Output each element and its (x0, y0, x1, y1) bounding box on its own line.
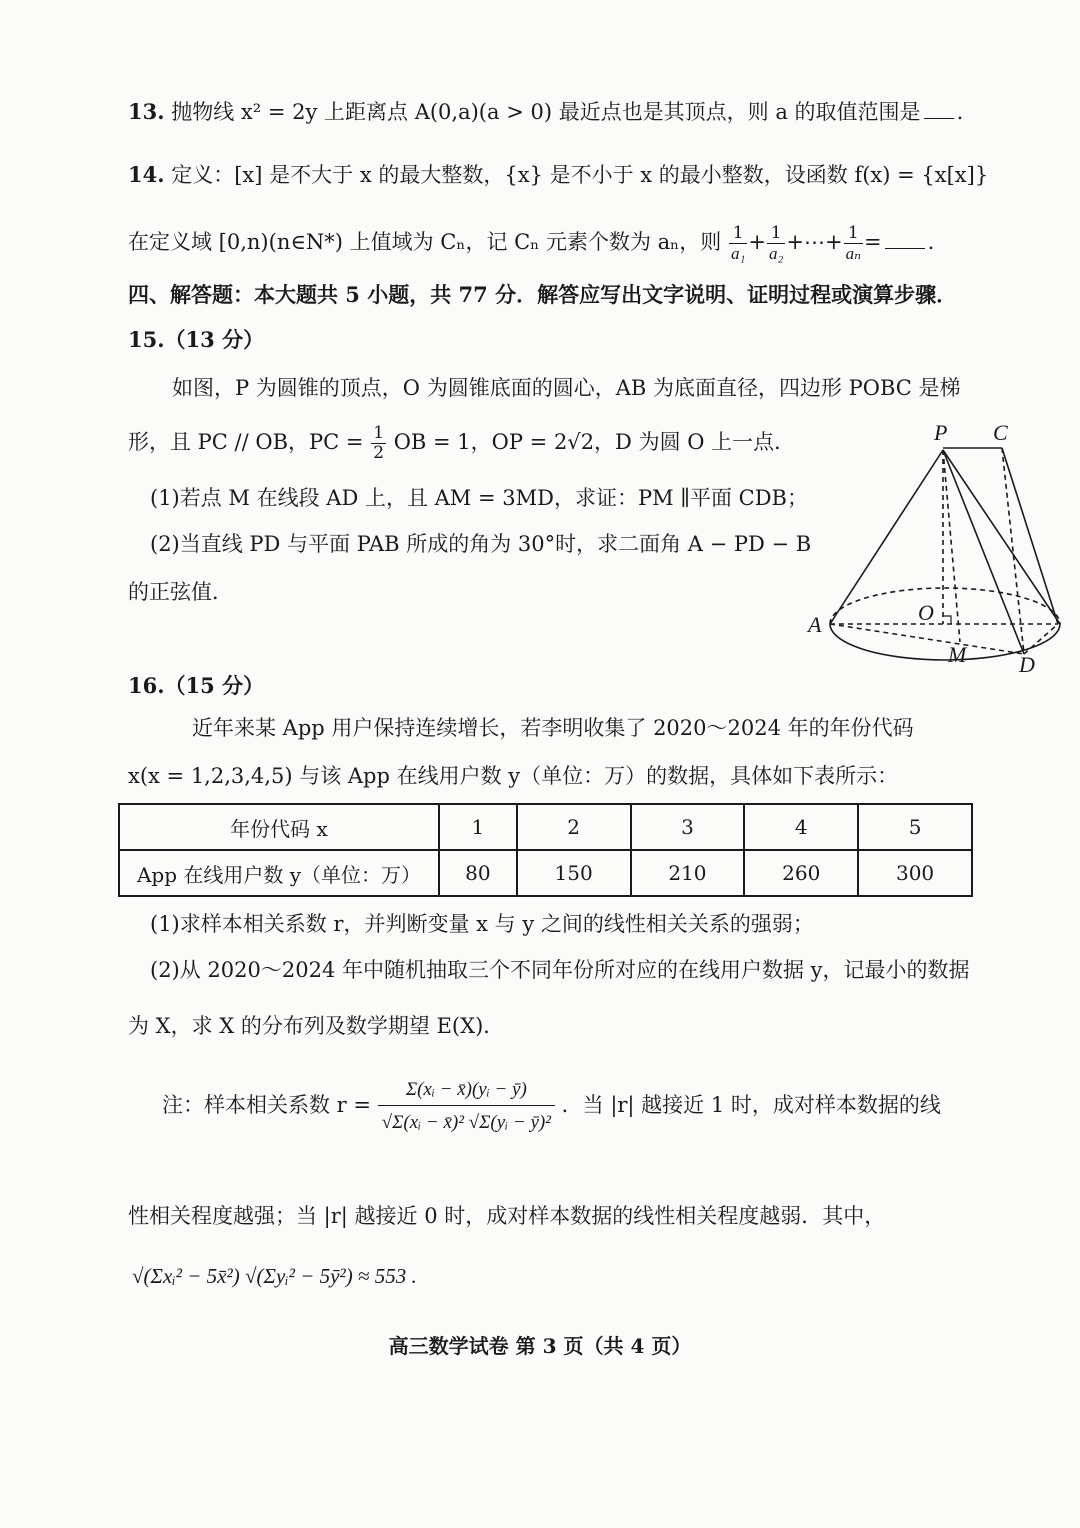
q15-part2: (2)当直线 PD 与平面 PAB 所成的角为 30°时，求二面角 A − PD − B (150, 532, 812, 556)
table-cell: 210 (631, 850, 745, 896)
q13-text: 抛物线 x² = 2y 上距离点 A(0,a)(a > 0) 最近点也是其顶点，则 a 的取值范围是 (171, 100, 921, 124)
note-formula-line (162, 1075, 941, 1138)
table-cell: 5 (858, 804, 972, 850)
cone-side-left (830, 450, 943, 624)
question-13 (128, 98, 963, 126)
q15-part2b: 的正弦值． (128, 580, 233, 604)
question-14-line2 (128, 222, 934, 263)
formula-denominator: √Σ(xᵢ − x̄)² √Σ(yᵢ − ȳ)² (381, 1112, 551, 1133)
q15-header: 15.（13 分） (128, 327, 265, 352)
q15-line2b: OB = 1，OP = 2√2，D 为圆 O 上一点． (393, 430, 796, 454)
segment-AD (830, 624, 1024, 654)
q13-end: . (956, 100, 964, 124)
q16-line1: 近年来某 App 用户保持连续增长，若李明收集了 2020～2024 年的年份代码 (192, 716, 914, 740)
cone-base-back (830, 588, 1060, 624)
table-row (119, 804, 972, 850)
note-prefix: 注：样本相关系数 r = (162, 1093, 371, 1117)
note-line3: √(Σxᵢ² − 5x̄²) √(Σyᵢ² − 5ȳ²) ≈ 553 . (132, 1264, 417, 1288)
label-P: P (934, 420, 948, 445)
frac-one-half: $\frac{1}{2}$ (373, 423, 385, 463)
segment-CD (1002, 448, 1024, 654)
table-cell: 3 (631, 804, 745, 850)
question-14-line1 (128, 161, 988, 189)
table-cell: 4 (744, 804, 858, 850)
formula-numerator: Σ(xᵢ − x̄)(yᵢ − ȳ) (378, 1075, 555, 1106)
table-row (119, 850, 972, 896)
q13-answer-blank (924, 100, 954, 119)
table-cell: 1 (439, 804, 517, 850)
frac-1-a2: $\frac{1}{\text{a₂}}$ (768, 223, 784, 263)
equals-sign: = (863, 230, 882, 254)
q14-end: . (927, 230, 935, 254)
q14-line1: 定义：[x] 是不大于 x 的最大整数，{x} 是不小于 x 的最小整数，设函数 f(x) = {x[x]} (171, 163, 989, 187)
q15-line1: 如图，P 为圆锥的顶点，O 为圆锥底面的圆心，AB 为底面直径，四边形 POBC 是梯 (172, 376, 961, 400)
table-header-y: App 在线用户数 y（单位：万） (119, 850, 439, 896)
label-O: O (918, 600, 934, 625)
table-cell: 150 (517, 850, 631, 896)
q16-header: 16.（15 分） (128, 673, 265, 698)
q13-number: 13. (128, 99, 165, 124)
q14-line2: 在定义域 [0,n)(n∈N*) 上值域为 Cₙ，记 Cₙ 元素个数为 aₙ，则 (128, 230, 722, 254)
cone-figure (800, 418, 1070, 683)
frac-1-an: $\frac{1}{\text{aₙ}}$ (845, 223, 861, 263)
section-4-title: 四、解答题：本大题共 5 小题，共 77 分．解答应写出文字说明、证明过程或演算步骤． (128, 282, 958, 307)
segment-DB (1024, 624, 1058, 654)
q14-answer-blank (885, 230, 925, 249)
note-line2: 性相关程度越强；当 |r| 越接近 0 时，成对样本数据的线性相关程度越弱．其中， (128, 1204, 886, 1228)
table-header-x: 年份代码 x (119, 804, 439, 850)
q16-part1: (1)求样本相关系数 r，并判断变量 x 与 y 之间的线性相关关系的强弱； (150, 912, 814, 936)
table-cell: 80 (439, 850, 517, 896)
q16-part2b: 为 X，求 X 的分布列及数学期望 E(X)． (128, 1014, 505, 1038)
table-cell: 300 (858, 850, 972, 896)
q16-part2: (2)从 2020～2024 年中随机抽取三个不同年份所对应的在线用户数据 y，记最小的数据 (150, 958, 970, 982)
segment-PM (943, 450, 960, 642)
q15-line2a: 形，且 PC // OB，PC = (128, 430, 364, 454)
q15-line2 (128, 422, 795, 463)
label-D: D (1019, 652, 1035, 677)
q15-part1: (1)若点 M 在线段 AD 上，且 AM = 3MD，求证：PM ∥平面 CDB； (150, 486, 808, 510)
data-table (118, 803, 973, 897)
label-M: M (948, 642, 967, 667)
label-C: C (993, 420, 1008, 445)
segment-CB (1002, 448, 1058, 624)
frac-1-a1: $\frac{1}{\text{a₁}}$ (730, 223, 746, 263)
table-cell: 260 (744, 850, 858, 896)
page-footer: 高三数学试卷 第 3 页（共 4 页） (388, 1334, 692, 1358)
q16-line2: x(x = 1,2,3,4,5) 与该 App 在线用户数 y（单位：万）的数据，具体如下表所示： (128, 764, 899, 788)
q14-number: 14. (128, 162, 165, 187)
label-A: A (808, 612, 822, 637)
table-cell: 2 (517, 804, 631, 850)
ellipsis-plus: +⋯+ (786, 230, 843, 254)
right-angle-mark (943, 616, 951, 624)
plus-sign: + (748, 230, 766, 254)
correlation-formula (378, 1075, 555, 1138)
note-suffix: ．当 |r| 越接近 1 时，成对样本数据的线 (561, 1093, 941, 1117)
